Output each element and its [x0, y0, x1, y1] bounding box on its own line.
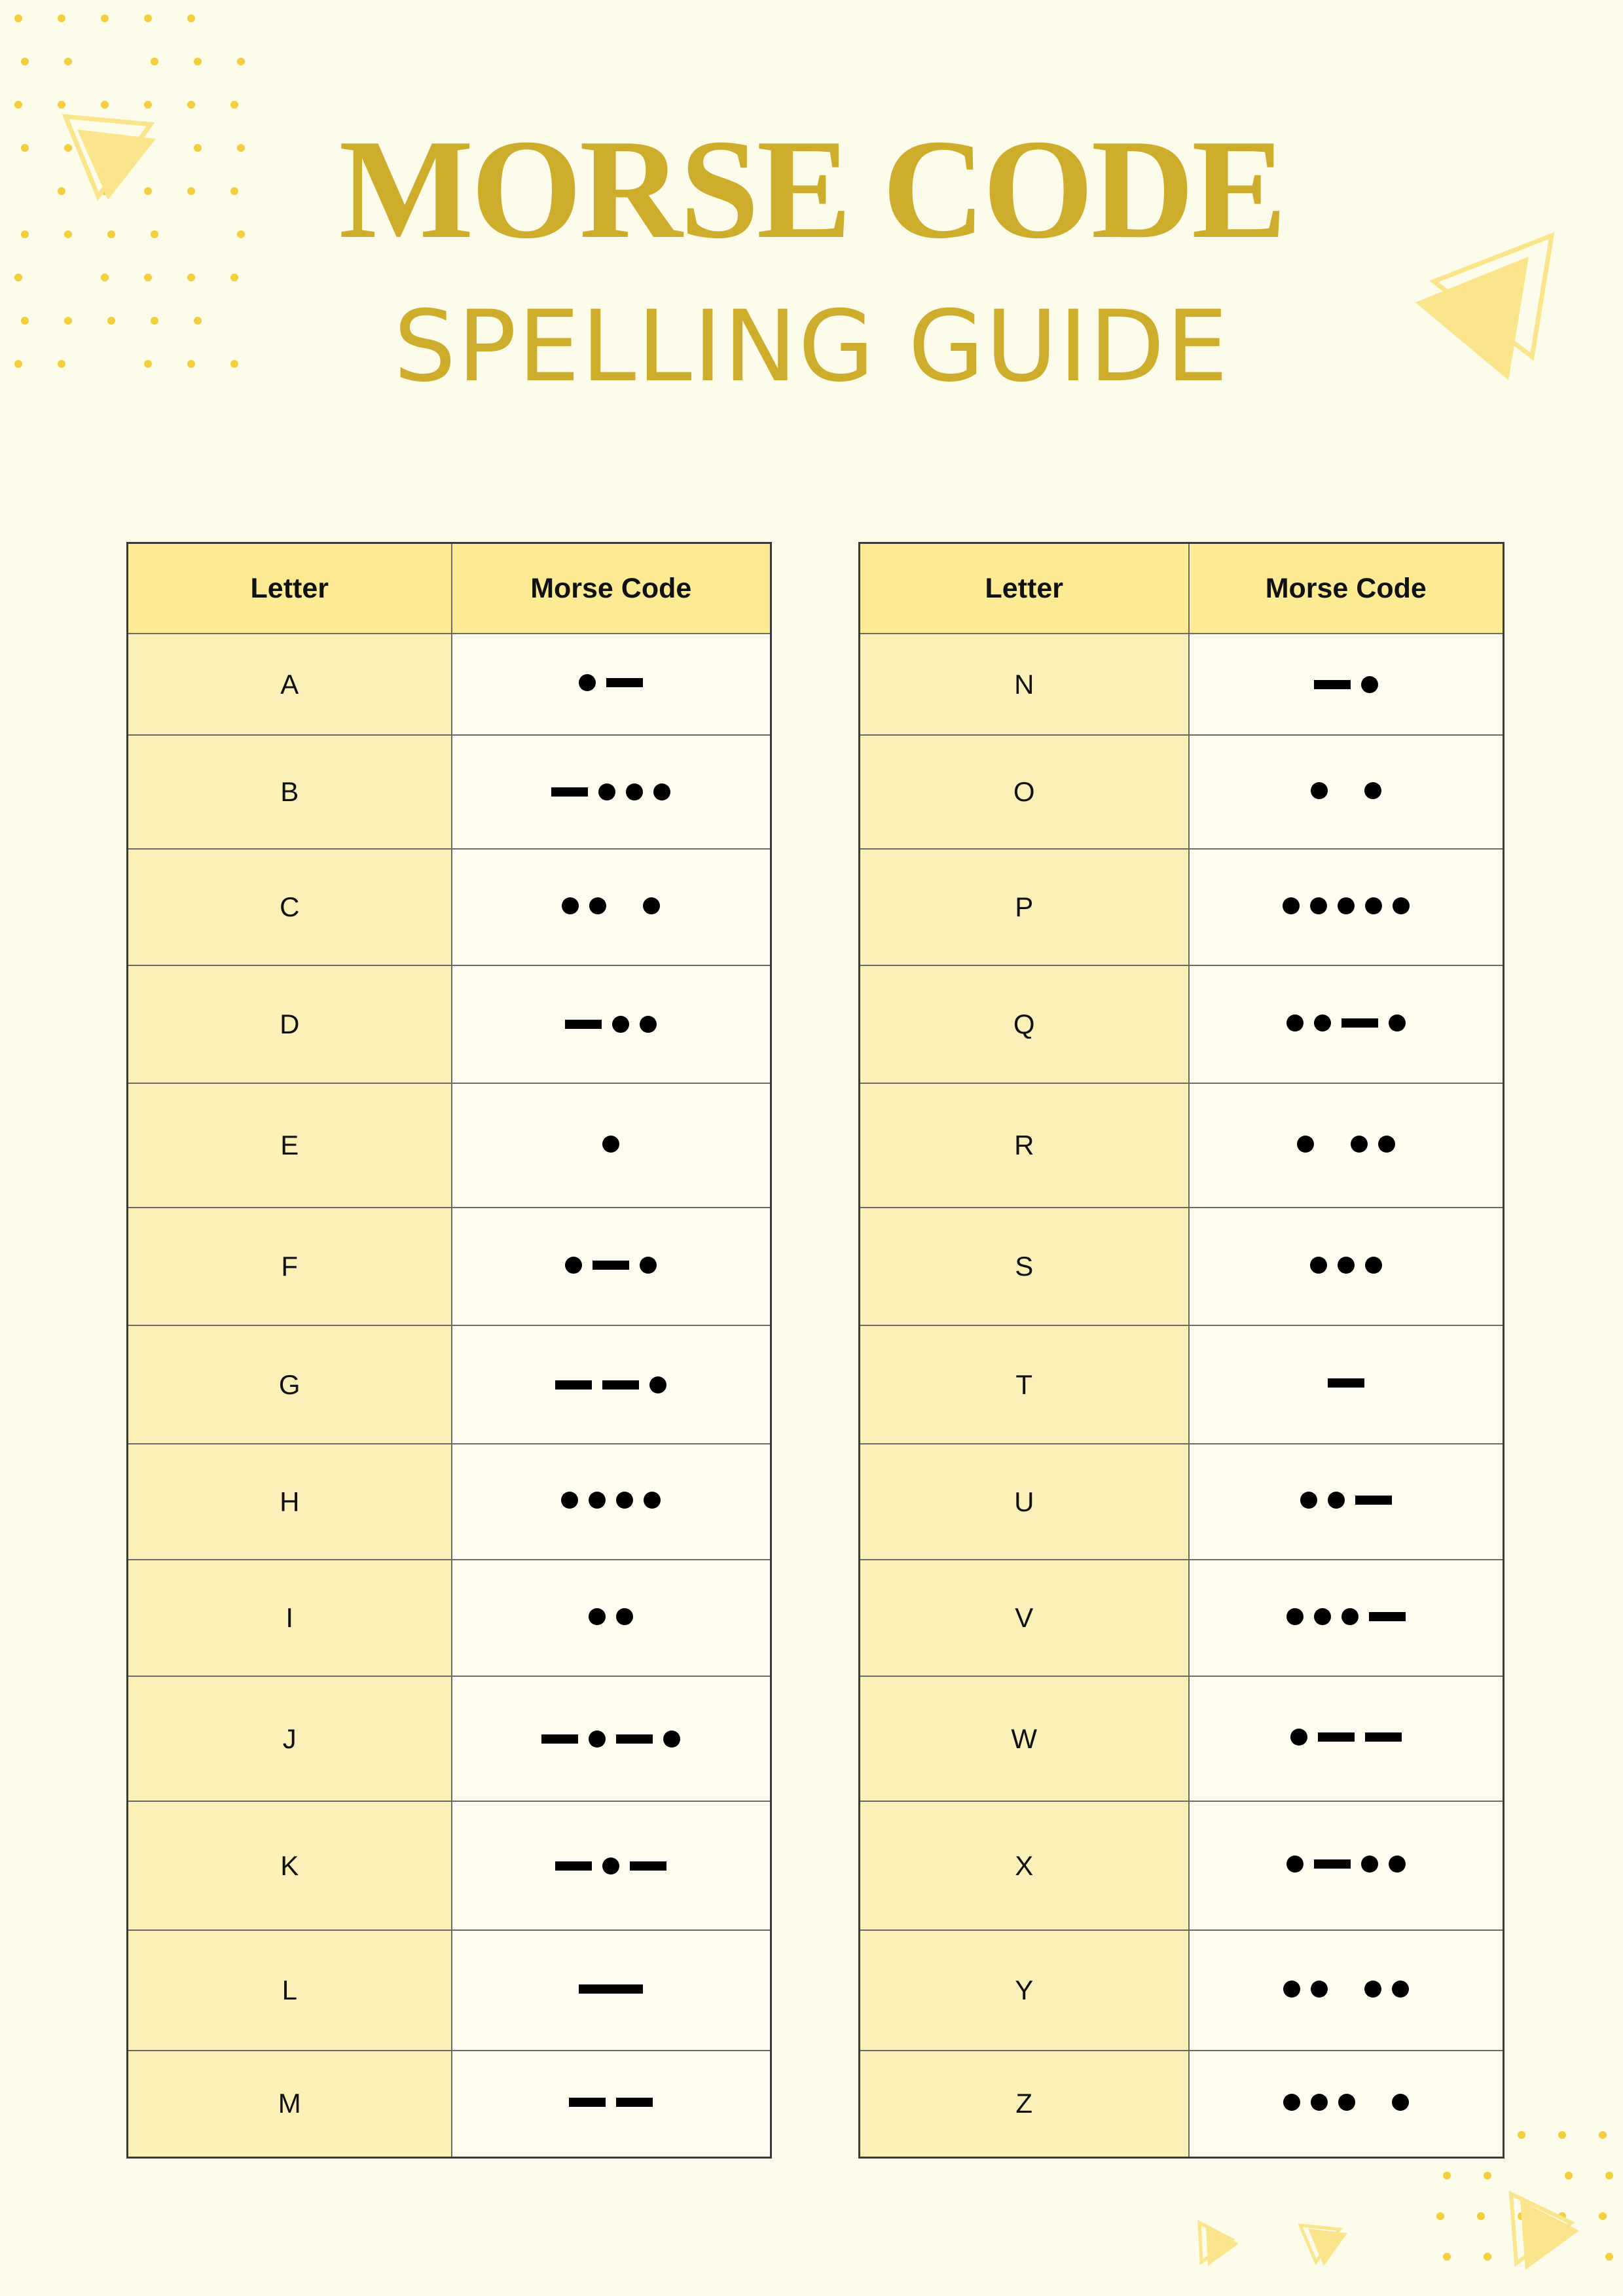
morse-dash [630, 1861, 666, 1871]
morse-dash [1314, 1859, 1351, 1869]
morse-code-column-header: Morse Code [1189, 543, 1504, 634]
morse-dot [1393, 897, 1410, 914]
table-row [860, 2051, 1504, 2157]
letter-cell: G [128, 1325, 452, 1444]
table-row [128, 1208, 771, 1325]
morse-dot [1314, 1608, 1331, 1625]
morse-symbols [1314, 676, 1378, 693]
decor-dot [1443, 2253, 1451, 2261]
table-row [128, 849, 771, 965]
morse-dash [1369, 1612, 1406, 1621]
letter-cell: B [128, 735, 452, 849]
morse-dot [1311, 1981, 1328, 1998]
letter-cell: C [128, 849, 452, 965]
morse-dot [616, 1492, 633, 1509]
table-row [128, 634, 771, 735]
decor-dot [64, 58, 72, 65]
morse-dot [1389, 1856, 1406, 1873]
letter-cell: I [128, 1560, 452, 1676]
morse-dash [593, 1261, 629, 1270]
morse-code-cell [1189, 965, 1504, 1083]
decor-dot [144, 101, 152, 109]
table-row [128, 1560, 771, 1676]
table-row [860, 1801, 1504, 1930]
morse-dot [598, 783, 615, 800]
morse-dot [602, 1857, 619, 1874]
morse-symbols [579, 1984, 643, 1994]
morse-dash [606, 678, 643, 687]
morse-dot [626, 783, 643, 800]
morse-dash [555, 1380, 592, 1390]
table-row [860, 1444, 1504, 1560]
morse-symbols [602, 1136, 619, 1153]
decor-dot [1599, 2131, 1607, 2139]
table-row [860, 1930, 1504, 2051]
decor-dot [101, 274, 109, 281]
table-row [128, 735, 771, 849]
morse-code-cell [452, 1560, 771, 1676]
triangle-bottom-right-icon [1511, 2194, 1579, 2270]
morse-dot [1338, 1257, 1355, 1274]
morse-dot [1328, 1492, 1345, 1509]
morse-dot [1290, 1729, 1307, 1746]
morse-dash [1355, 1496, 1392, 1505]
letter-cell: P [860, 849, 1189, 965]
morse-dash [565, 1020, 602, 1029]
morse-table-right [858, 542, 1504, 2159]
morse-code-cell [452, 1083, 771, 1208]
morse-dot [1300, 1492, 1317, 1509]
table-header-row [128, 543, 771, 634]
table-row [860, 634, 1504, 735]
morse-symbols [1283, 2094, 1409, 2111]
morse-dot [1310, 897, 1327, 914]
morse-code-cell [1189, 1325, 1504, 1444]
table-row [860, 849, 1504, 965]
letter-cell: M [128, 2051, 452, 2157]
decor-dot [1484, 2172, 1491, 2179]
table-row [128, 1325, 771, 1444]
morse-symbols [1328, 1378, 1364, 1388]
letter-cell: V [860, 1560, 1189, 1676]
morse-symbols [1286, 1856, 1406, 1873]
morse-dash [1318, 1732, 1355, 1742]
morse-dot [1364, 1981, 1381, 1998]
decor-dot [1558, 2131, 1566, 2139]
decor-dot [1605, 2172, 1613, 2179]
morse-dot [1392, 1981, 1409, 1998]
decor-dot [1477, 2212, 1485, 2220]
morse-dot [1283, 1981, 1300, 1998]
morse-dot [1338, 897, 1355, 914]
letter-cell: K [128, 1801, 452, 1930]
morse-dot [640, 1257, 657, 1274]
letter-column-header: Letter [860, 543, 1189, 634]
letter-cell: Z [860, 2051, 1189, 2157]
morse-dot [1364, 782, 1381, 799]
morse-code-cell [452, 735, 771, 849]
morse-code-cell [1189, 634, 1504, 735]
morse-dot [1341, 1608, 1359, 1625]
decor-dot [237, 58, 245, 65]
morse-dot [1311, 2094, 1328, 2111]
morse-long-dash [579, 1984, 643, 1994]
table-row [860, 1208, 1504, 1325]
decor-dot [187, 274, 195, 281]
morse-dot [589, 897, 606, 914]
morse-dot [1310, 1257, 1327, 1274]
table-row [128, 1444, 771, 1560]
decor-dot [1565, 2172, 1573, 2179]
morse-code-cell [452, 965, 771, 1083]
morse-symbols [541, 1731, 680, 1748]
decor-dot [151, 58, 158, 65]
letter-cell: L [128, 1930, 452, 2051]
morse-code-cell [452, 1801, 771, 1930]
morse-symbols [565, 1257, 657, 1274]
morse-dot [1361, 1856, 1378, 1873]
morse-code-cell [1189, 1560, 1504, 1676]
morse-dot [565, 1257, 582, 1274]
letter-cell: F [128, 1208, 452, 1325]
morse-code-cell [1189, 1444, 1504, 1560]
morse-dot [1311, 782, 1328, 799]
letter-cell: U [860, 1444, 1189, 1560]
decor-dot [1599, 2212, 1607, 2220]
morse-symbols [569, 2098, 653, 2107]
morse-symbols [1310, 1257, 1382, 1274]
decor-dot [187, 101, 195, 109]
morse-code-cell [1189, 1801, 1504, 1930]
letter-cell: R [860, 1083, 1189, 1208]
table-row [860, 735, 1504, 849]
morse-dot [561, 1492, 578, 1509]
morse-code-cell [1189, 1208, 1504, 1325]
morse-dot [1392, 2094, 1409, 2111]
table-row [128, 965, 771, 1083]
letter-cell: A [128, 634, 452, 735]
morse-code-cell [452, 634, 771, 735]
morse-code-column-header: Morse Code [452, 543, 771, 634]
table-row [860, 1325, 1504, 1444]
morse-dot [1297, 1136, 1314, 1153]
morse-dot [649, 1376, 666, 1393]
morse-dash [602, 1380, 639, 1390]
letter-column-header: Letter [128, 543, 452, 634]
morse-dot [644, 1492, 661, 1509]
morse-code-cell [452, 849, 771, 965]
morse-dash [569, 2098, 606, 2107]
morse-dot [1378, 1136, 1395, 1153]
table-row [860, 1560, 1504, 1676]
morse-dash [551, 787, 588, 797]
morse-symbols [579, 674, 643, 691]
table-row [860, 1676, 1504, 1801]
morse-code-cell [1189, 2051, 1504, 2157]
triangle-bottom-center-icon [1300, 2225, 1347, 2266]
morse-dot [643, 897, 660, 914]
table-row [860, 965, 1504, 1083]
decor-dot [14, 274, 22, 281]
letter-cell: W [860, 1676, 1189, 1801]
morse-dash [616, 2098, 653, 2107]
morse-symbols [1283, 1981, 1409, 1998]
morse-symbols [1286, 1014, 1406, 1031]
morse-symbols [1290, 1729, 1402, 1746]
morse-dot [589, 1731, 606, 1748]
morse-dot [1338, 2094, 1355, 2111]
decor-dot [101, 101, 109, 109]
morse-dot [602, 1136, 619, 1153]
letter-cell: T [860, 1325, 1189, 1444]
decor-dot [1518, 2131, 1525, 2139]
morse-symbols [561, 1492, 661, 1509]
morse-code-cell [1189, 1930, 1504, 2051]
morse-dot [653, 783, 670, 800]
morse-symbols [1283, 897, 1410, 914]
table-row [860, 1083, 1504, 1208]
morse-dot [1314, 1014, 1331, 1031]
morse-dot [1286, 1856, 1304, 1873]
decor-dot [1436, 2212, 1444, 2220]
decor-dot [14, 14, 22, 22]
decor-dot [101, 14, 109, 22]
decor-dot [144, 274, 152, 281]
morse-symbols [555, 1376, 666, 1393]
decor-dot [187, 14, 195, 22]
page-subtitle: SPELLING GUIDE [393, 290, 1230, 404]
morse-dash [541, 1734, 578, 1744]
triangle-bottom-left-icon [1199, 2223, 1239, 2266]
morse-dot [1283, 2094, 1300, 2111]
morse-dot [1389, 1014, 1406, 1031]
decor-dot [58, 14, 65, 22]
morse-code-cell [452, 1676, 771, 1801]
decor-dot [58, 101, 65, 109]
morse-dot [589, 1608, 606, 1625]
morse-dot [640, 1016, 657, 1033]
morse-dash [555, 1861, 592, 1871]
letter-cell: J [128, 1676, 452, 1801]
letter-cell: D [128, 965, 452, 1083]
table-row [128, 1801, 771, 1930]
letter-cell: H [128, 1444, 452, 1560]
letter-cell: Y [860, 1930, 1189, 2051]
table-row [128, 1083, 771, 1208]
morse-symbols [562, 897, 660, 914]
morse-dash [1328, 1378, 1364, 1388]
letter-cell: X [860, 1801, 1189, 1930]
morse-dot [1361, 676, 1378, 693]
decor-dot [1484, 2253, 1491, 2261]
morse-dash [1314, 680, 1351, 689]
morse-dot [616, 1608, 633, 1625]
morse-code-cell [1189, 849, 1504, 965]
decor-dot [230, 274, 238, 281]
morse-code-cell [452, 1208, 771, 1325]
morse-dot [1351, 1136, 1368, 1153]
decor-dot [1443, 2172, 1451, 2179]
morse-symbols [1311, 782, 1381, 799]
decor-dot [1605, 2253, 1613, 2261]
letter-cell: S [860, 1208, 1189, 1325]
table-row [128, 2051, 771, 2157]
morse-code-cell [452, 1325, 771, 1444]
page-title: MORSE CODE [338, 111, 1285, 268]
morse-dash [1341, 1018, 1378, 1028]
morse-code-cell [452, 2051, 771, 2157]
morse-dot [612, 1016, 629, 1033]
decor-dot [21, 58, 29, 65]
morse-dot [1365, 1257, 1382, 1274]
morse-symbols [565, 1016, 657, 1033]
morse-dot [1286, 1014, 1304, 1031]
morse-symbols [1300, 1492, 1392, 1509]
decor-dot [194, 58, 202, 65]
morse-dot [1286, 1608, 1304, 1625]
letter-cell: E [128, 1083, 452, 1208]
morse-dot [562, 897, 579, 914]
letter-cell: N [860, 634, 1189, 735]
morse-dot [1365, 897, 1382, 914]
morse-code-cell [1189, 1676, 1504, 1801]
morse-dot [1283, 897, 1300, 914]
morse-symbols [555, 1857, 666, 1874]
morse-code-cell [452, 1444, 771, 1560]
morse-code-cell [1189, 1083, 1504, 1208]
morse-symbols [551, 783, 670, 800]
morse-code-cell [1189, 735, 1504, 849]
letter-cell: O [860, 735, 1189, 849]
morse-dash [616, 1734, 653, 1744]
morse-dot [589, 1492, 606, 1509]
morse-table-left [126, 542, 772, 2159]
table-row [128, 1676, 771, 1801]
morse-dot [663, 1731, 680, 1748]
table-row [128, 1930, 771, 2051]
decor-dot [230, 101, 238, 109]
decor-dot [14, 101, 22, 109]
morse-symbols [1297, 1136, 1395, 1153]
morse-code-cell [452, 1930, 771, 2051]
decor-dot [144, 14, 152, 22]
morse-symbols [1286, 1608, 1406, 1625]
morse-symbols [589, 1608, 633, 1625]
morse-dash [1365, 1732, 1402, 1742]
morse-dot [579, 674, 596, 691]
letter-cell: Q [860, 965, 1189, 1083]
table-header-row [860, 543, 1504, 634]
